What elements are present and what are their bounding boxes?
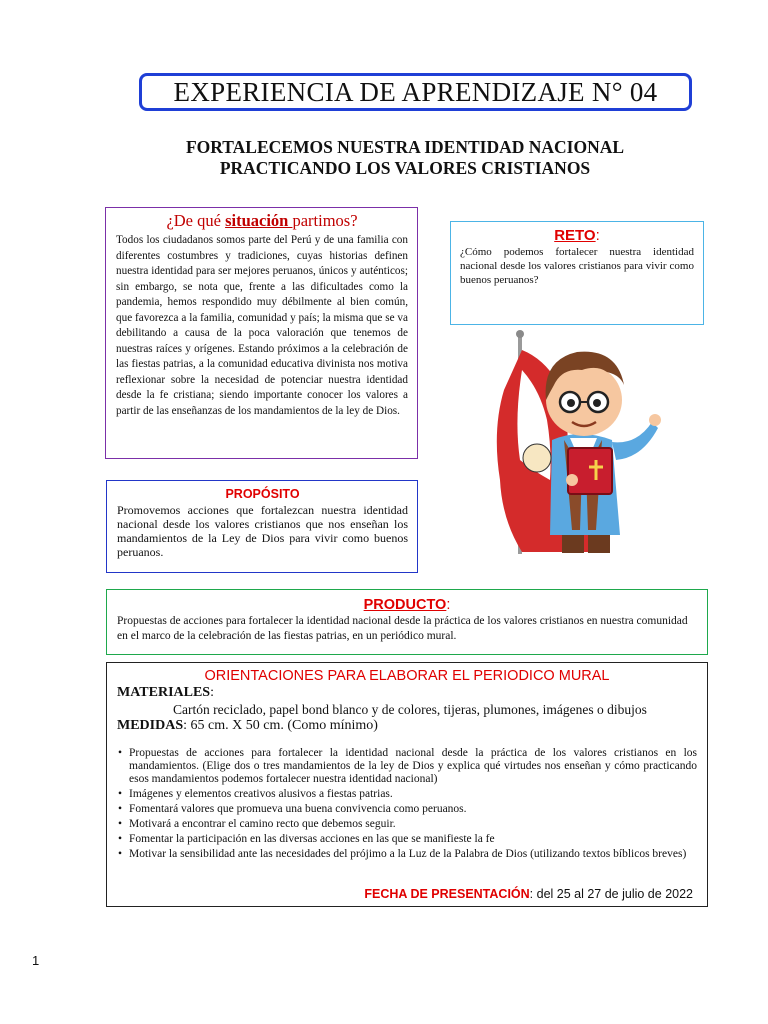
left-eye <box>567 399 575 407</box>
flag-pole-top <box>516 330 524 338</box>
page-title: EXPERIENCIA DE APRENDIZAJE N° 04 <box>173 76 658 107</box>
materials-colon: : <box>210 685 214 700</box>
reto-heading <box>460 227 694 245</box>
reto-section <box>450 221 704 325</box>
raised-hand <box>649 414 661 426</box>
raised-arm <box>612 422 658 460</box>
reto-text: ¿Cómo podemos fortalecer nuestra identidad nacional desde los valores cristianos para vivir como buenos peruanos? <box>460 246 694 286</box>
flag-shield <box>523 444 551 472</box>
producto-heading-colon: : <box>446 597 451 613</box>
reto-heading-colon: : <box>595 227 600 244</box>
proposito-text: Promovemos acciones que fortalezcan nuestra identidad nacional desde los valores cristianos que nos enseñan los mandamientos de la Ley de Dios para vivir como buenos peruanos. <box>117 503 408 559</box>
situation-heading-keyword: situación <box>225 211 293 230</box>
situation-section <box>105 207 418 459</box>
list-item: • Fomentar la participación en las diversas acciones en las que se manifieste la fe <box>129 833 697 846</box>
measures-label: MEDIDAS <box>117 718 184 733</box>
measures-value: : 65 cm. X 50 cm. (Como mínimo) <box>183 718 378 733</box>
presentation-date-label: FECHA DE PRESENTACIÓN <box>364 887 530 901</box>
bible-book <box>568 448 612 494</box>
producto-heading <box>117 596 697 614</box>
right-leg <box>588 535 610 553</box>
orientaciones-list <box>117 747 697 862</box>
producto-section <box>106 589 708 655</box>
left-leg <box>562 535 584 553</box>
producto-heading-label: PRODUCTO <box>363 597 447 613</box>
proposito-heading: PROPÓSITO <box>225 487 300 501</box>
measures-line <box>117 718 697 735</box>
left-hand <box>566 474 578 486</box>
materials-value: Cartón reciclado, papel bond blanco y de colores, tijeras, plumones, imágenes o dibujos <box>173 701 647 717</box>
presentation-date <box>364 887 693 901</box>
page-number: 1 <box>32 953 40 968</box>
title-box <box>139 73 692 111</box>
proposito-section <box>106 480 418 573</box>
materials-label-line <box>117 685 697 702</box>
orientaciones-section <box>106 662 708 907</box>
subtitle-line-2: PRACTICANDO LOS VALORES CRISTIANOS <box>219 158 591 178</box>
list-item: • Imágenes y elementos creativos alusivos a fiestas patrias. <box>129 788 697 801</box>
presentation-date-value: : del 25 al 27 de julio de 2022 <box>529 887 693 901</box>
boy-with-peru-flag-and-bible-illustration <box>492 330 664 556</box>
reto-heading-label: RETO <box>554 227 596 244</box>
producto-text: Propuestas de acciones para fortalecer la identidad nacional desde la práctica de los valores cristianos en nuestra comunidad en el marco de la celebración de las fiestas patrias, en un periódico mural. <box>117 615 688 642</box>
materials-label: MATERIALES <box>117 685 211 700</box>
list-item: • Motivar la sensibilidad ante las necesidades del prójimo a la Luz de la Palabra de Dios (utilizando textos bíblicos breves) <box>129 848 697 861</box>
situation-heading-prefix: ¿De qué <box>166 211 226 230</box>
situation-text: Todos los ciudadanos somos parte del Perú y de una familia con diferentes costumbres y tradiciones, cuyas historias definen nuestra identidad para ser mejores peruanos, únicos y auténticos; sin embargo, se nota que, frente a las dificultades como la pandemia, hemos respondido muy débilmente al bien común, que favorezca a la familia, comunidad y país; la misma que se va debilitando a causa de la poca valoración que tenemos de nuestras raíces y orígenes. Estando próximos a la celebración de las fiestas patrias, a la comunidad educativa divinista nos motiva reflexionar sobre la necesidad de potenciar nuestra identidad desde la fe cristiana; siendo importante conocer los valores a partir de las enseñanzas de los mandamientos de la ley de Dios. <box>116 234 408 417</box>
situation-heading <box>116 211 408 231</box>
list-item: • Motivará a encontrar el camino recto que debemos seguir. <box>129 818 697 831</box>
situation-heading-suffix: partimos? <box>292 211 358 230</box>
subtitle <box>100 137 710 179</box>
list-item: • Propuestas de acciones para fortalecer la identidad nacional desde la práctica de los valores cristianos en los mandamientos. (Elige dos o tres mandamientos de la ley de Dios y explica qué virtudes nos enseñan y cómo practicando esos mandamientos podemos fortalecer nuestra identidad nacional) <box>129 747 697 786</box>
list-item: • Fomentará valores que promueva una buena convivencia como peruanos. <box>129 803 697 816</box>
right-eye <box>593 399 601 407</box>
subtitle-line-1: FORTALECEMOS NUESTRA IDENTIDAD NACIONAL <box>185 137 625 157</box>
orientaciones-heading: ORIENTACIONES PARA ELABORAR EL PERIODICO MURAL <box>204 668 610 684</box>
